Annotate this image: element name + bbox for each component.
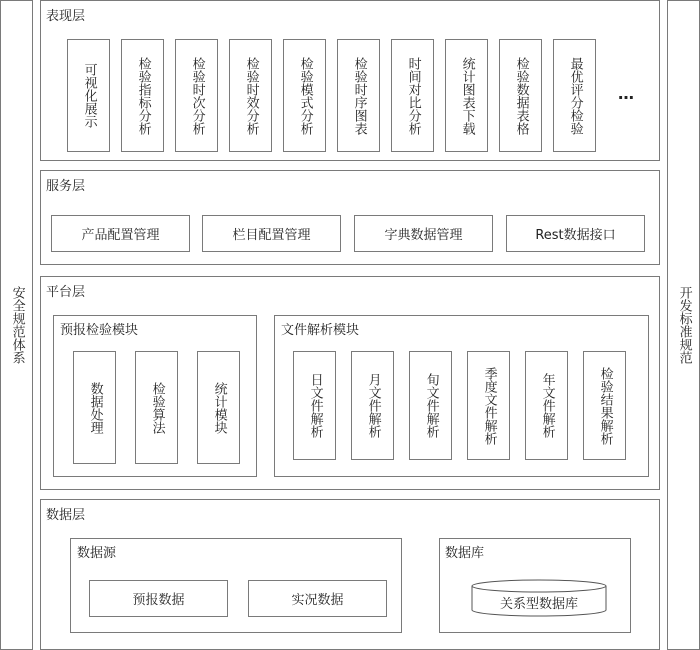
service-item: 产品配置管理 [51,215,190,252]
data-layer-title: 数据层 [46,508,86,523]
relational-database-label: 关系型数据库 [499,596,578,612]
file-module-item: 检验结果解析 [583,351,626,460]
security-spec-column [0,0,33,650]
presentation-layer-title: 表现层 [46,9,86,24]
service-item: Rest数据接口 [506,215,645,252]
dev-standard-column [667,0,700,650]
data-sources-title: 数据源 [77,546,117,561]
presentation-item: 最优评分检验 [553,39,596,152]
file-module-item: 日文件解析 [293,351,336,460]
database-title: 数据库 [445,546,485,561]
service-item: 字典数据管理 [354,215,493,252]
file-module-item: 旬文件解析 [409,351,452,460]
dev-standard-label: 开发标准规范 [676,286,692,364]
data-source-item: 预报数据 [89,580,228,617]
presentation-item: 检验数据表格 [499,39,542,152]
service-layer-title: 服务层 [46,179,86,194]
presentation-item: 检验模式分析 [283,39,326,152]
security-spec-label: 安全规范体系 [9,286,25,364]
presentation-item: 时间对比分析 [391,39,434,152]
file-module-item: 季度文件解析 [467,351,510,460]
relational-database [471,579,607,617]
service-item: 栏目配置管理 [202,215,341,252]
data-source-item: 实况数据 [248,580,387,617]
forecast-module-title: 预报检验模块 [60,323,139,338]
more-ellipsis: … [618,84,634,103]
file-module-item: 年文件解析 [525,351,568,460]
presentation-item: 检验指标分析 [121,39,164,152]
forecast-module-item: 统计模块 [197,351,240,464]
presentation-item: 统计图表下载 [445,39,488,152]
presentation-item: 检验时效分析 [229,39,272,152]
presentation-item: 可视化展示 [67,39,110,152]
presentation-item: 检验时次分析 [175,39,218,152]
file-module-item: 月文件解析 [351,351,394,460]
forecast-module-item: 数据处理 [73,351,116,464]
presentation-item: 检验时序图表 [337,39,380,152]
file-module-title: 文件解析模块 [281,323,360,338]
forecast-module-item: 检验算法 [135,351,178,464]
platform-layer-title: 平台层 [46,285,86,300]
